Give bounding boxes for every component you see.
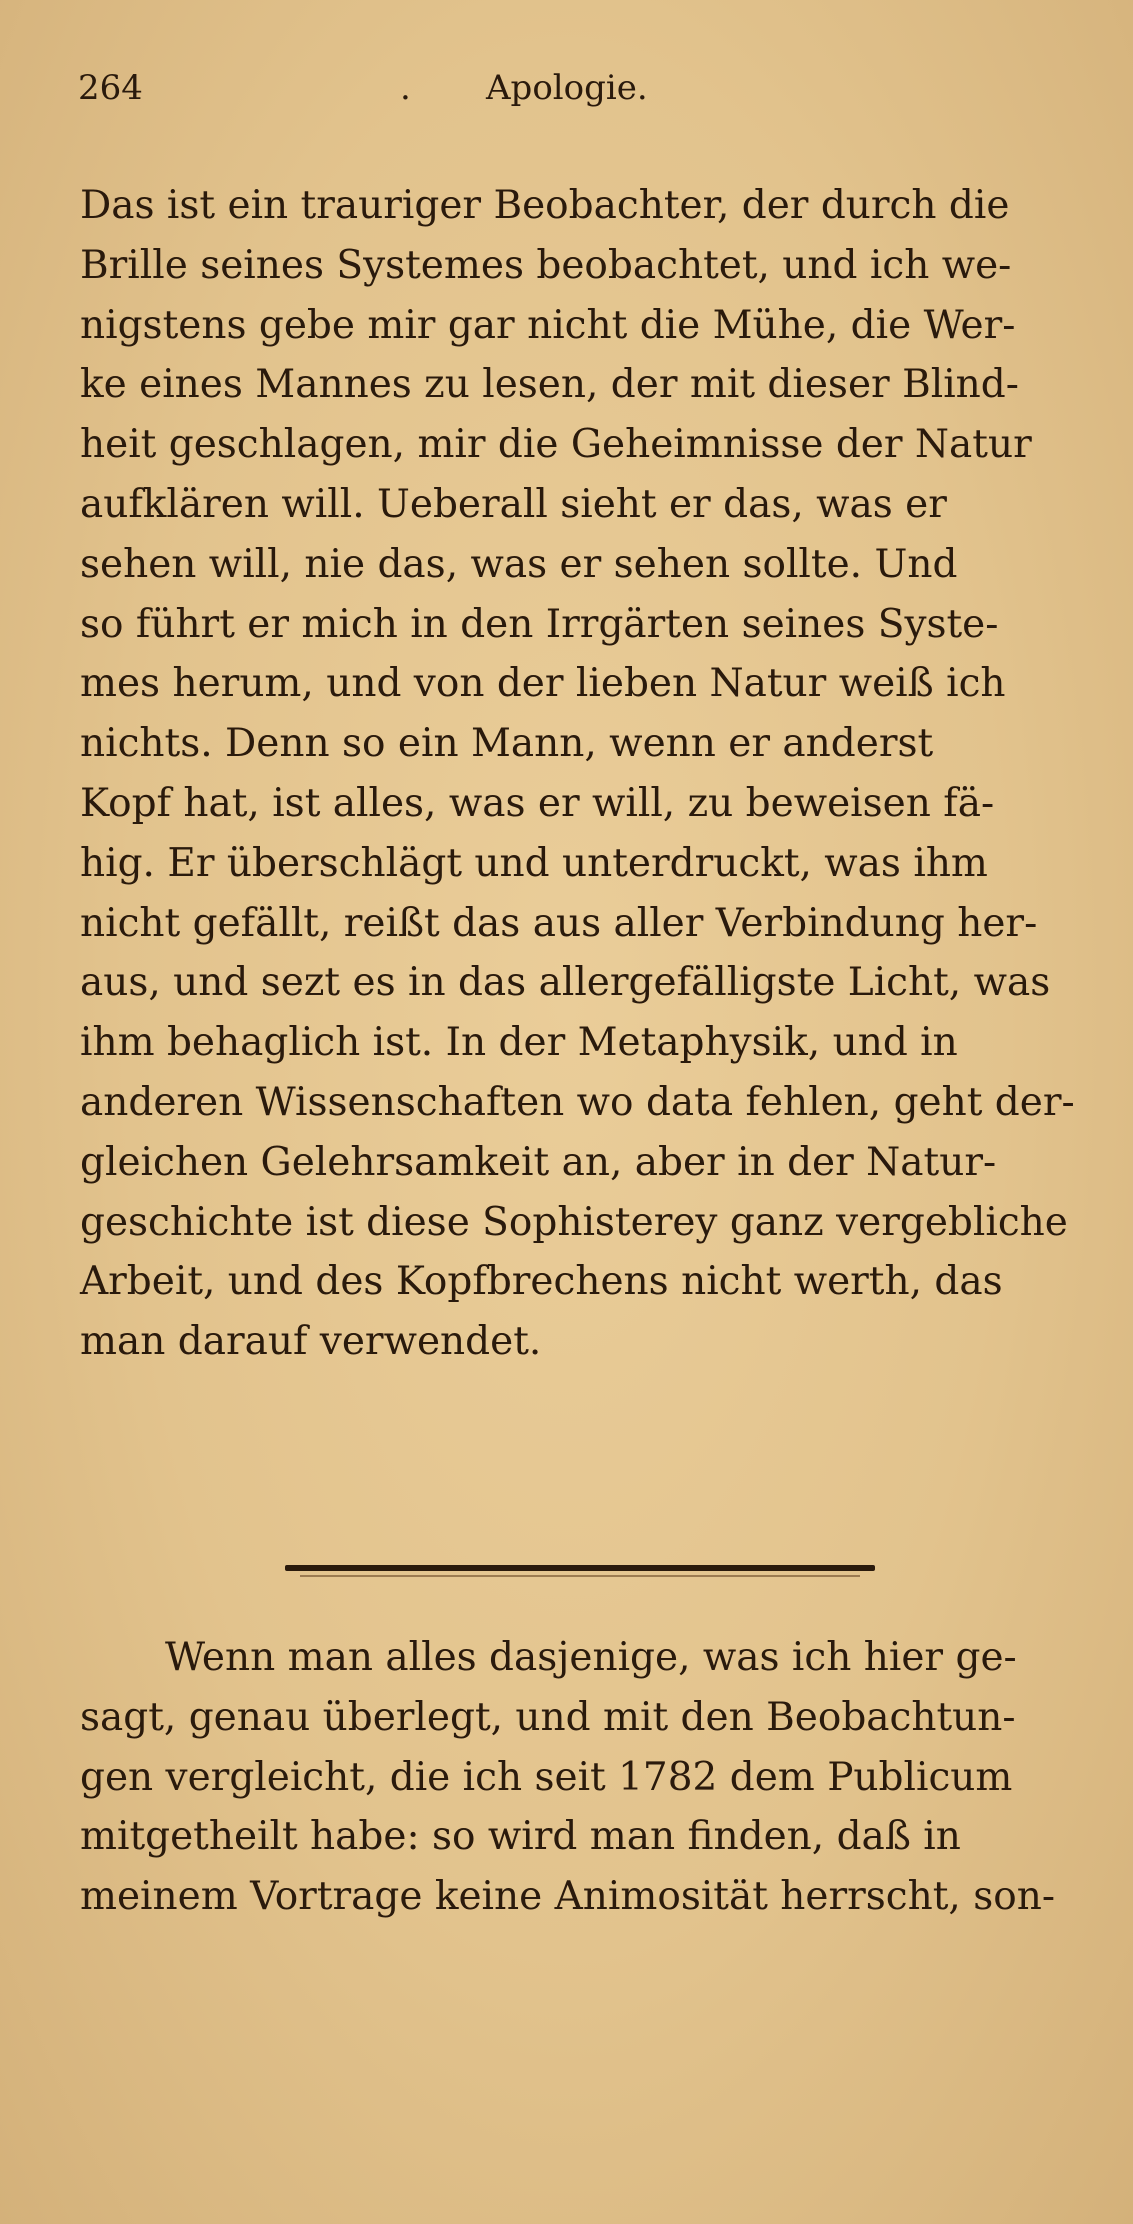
text-line: aufklären will. Ueberall sieht er das, was er (80, 481, 947, 527)
text-line: Das ist ein trauriger Beobachter, der durch die (80, 183, 1010, 228)
text-line: sehen will, nie das, was er sehen sollte. Und (80, 541, 958, 587)
paragraph-2 (80, 1628, 1080, 1927)
text-line: nicht gefällt, reißt das aus aller Verbindung her- (80, 900, 1038, 946)
text-line: ke eines Mannes zu lesen, der mit dieser Blind- (80, 362, 1019, 408)
text-line: heit geschlagen, mir die Geheimnisse der Natur (80, 422, 1032, 468)
text-line: hig. Er überschlägt und unterdruckt, was ihm (80, 840, 988, 886)
text-line: gleichen Gelehrsamkeit an, aber in der Natur- (80, 1139, 997, 1185)
page-number: 264 (78, 68, 143, 108)
text-line: Wenn man alles dasjenige, was ich hier ge- (165, 1635, 1017, 1680)
text-line: nigstens gebe mir gar nicht die Mühe, die Wer- (80, 302, 1016, 348)
text-line: sagt, genau überlegt, und mit den Beobachtun- (80, 1694, 1016, 1740)
text-line: ihm behaglich ist. In der Metaphysik, und in (80, 1020, 958, 1066)
text-line: man darauf verwendet. (80, 1319, 542, 1365)
running-head (78, 68, 1058, 118)
paragraph-1 (80, 176, 1080, 1372)
text-line: meinem Vortrage keine Animosität herrscht, son- (80, 1874, 1056, 1920)
text-line: aus, und sezt es in das allergefälligste Licht, was (80, 960, 1051, 1006)
text-line: mes herum, und von der lieben Natur weiß ich (80, 661, 1006, 707)
text-line: mitgetheilt habe: so wird man finden, daß in (80, 1814, 961, 1860)
text-line: Kopf hat, ist alles, was er will, zu beweisen fä- (80, 780, 995, 826)
text-line: Arbeit, und des Kopfbrechens nicht werth, das (80, 1259, 1003, 1305)
section-divider (285, 1565, 875, 1571)
text-line: nichts. Denn so ein Mann, wenn er anderst (80, 721, 934, 767)
text-line: so führt er mich in den Irrgärten seines Syste- (80, 601, 999, 647)
section-divider-shadow (300, 1575, 860, 1577)
running-head-separator: . (400, 68, 411, 108)
text-line: geschichte ist diese Sophisterey ganz vergebliche (80, 1199, 1068, 1245)
text-line: Brille seines Systemes beobachtet, und ich we- (80, 242, 1012, 288)
text-line: gen vergleicht, die ich seit 1782 dem Publicum (80, 1754, 1013, 1800)
running-head-title: Apologie. (486, 68, 648, 108)
text-line: anderen Wissenschaften wo data fehlen, geht der- (80, 1079, 1075, 1125)
